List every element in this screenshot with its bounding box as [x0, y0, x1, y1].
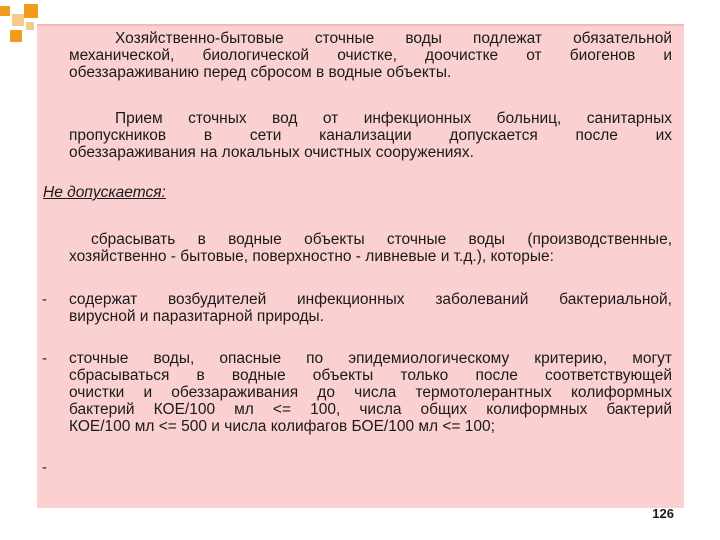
content-panel [37, 24, 684, 508]
deco-square-3 [24, 4, 38, 18]
text-line: обеззараживанию перед сбросом в водные объекты. [69, 64, 452, 81]
deco-square-4 [10, 30, 22, 42]
page-number: 126 [652, 506, 674, 521]
list-dash: - [42, 459, 47, 476]
list-dash: - [42, 291, 47, 308]
deco-square-5 [26, 22, 34, 30]
text-line: сточные воды, опасные по эпидемиологическому критерию, могут [69, 350, 672, 367]
deco-square-2 [12, 14, 24, 26]
deco-square-1 [0, 6, 10, 16]
text-line: сбрасывать в водные объекты сточные воды (производственные, [91, 231, 672, 248]
text-line: механической, биологической очистке, доочистке от биогенов и [69, 47, 672, 64]
text-line: Прием сточных вод от инфекционных больниц, санитарных [115, 110, 672, 127]
text-line: бактерий КОЕ/100 мл <= 100, числа общих колиформных бактерий [69, 401, 672, 418]
text-line: очистки и обеззараживания до числа термотолерантных колиформных [69, 384, 672, 401]
text-line: хозяйственно - бытовые, поверхностно - ливневые и т.д.), которые: [69, 248, 554, 265]
paragraph-infectious-hospitals [69, 110, 672, 161]
text-line: Хозяйственно-бытовые сточные воды подлежат обязательной [115, 30, 672, 47]
list-item-epidemiological [69, 350, 672, 435]
list-dash: - [42, 350, 47, 367]
text-line: содержат возбудителей инфекционных заболеваний бактериальной, [69, 291, 672, 308]
text-line: сбрасываться в водные объекты только после соответствующей [69, 367, 672, 384]
list-item-pathogens [69, 291, 672, 325]
text-line: КОЕ/100 мл <= 500 и числа колифагов БОЕ/100 мл <= 100; [69, 418, 495, 435]
text-line: пропускников в сети канализации допускается после их [69, 127, 672, 144]
paragraph-wastewater-treatment [69, 30, 672, 81]
section-heading: Не допускается: [43, 184, 166, 201]
text-line: обеззараживания на локальных очистных сооружениях. [69, 144, 474, 161]
text-line: вирусной и паразитарной природы. [69, 308, 324, 325]
paragraph-prohibited-discharge [69, 231, 672, 265]
panel-top-border [37, 24, 684, 26]
